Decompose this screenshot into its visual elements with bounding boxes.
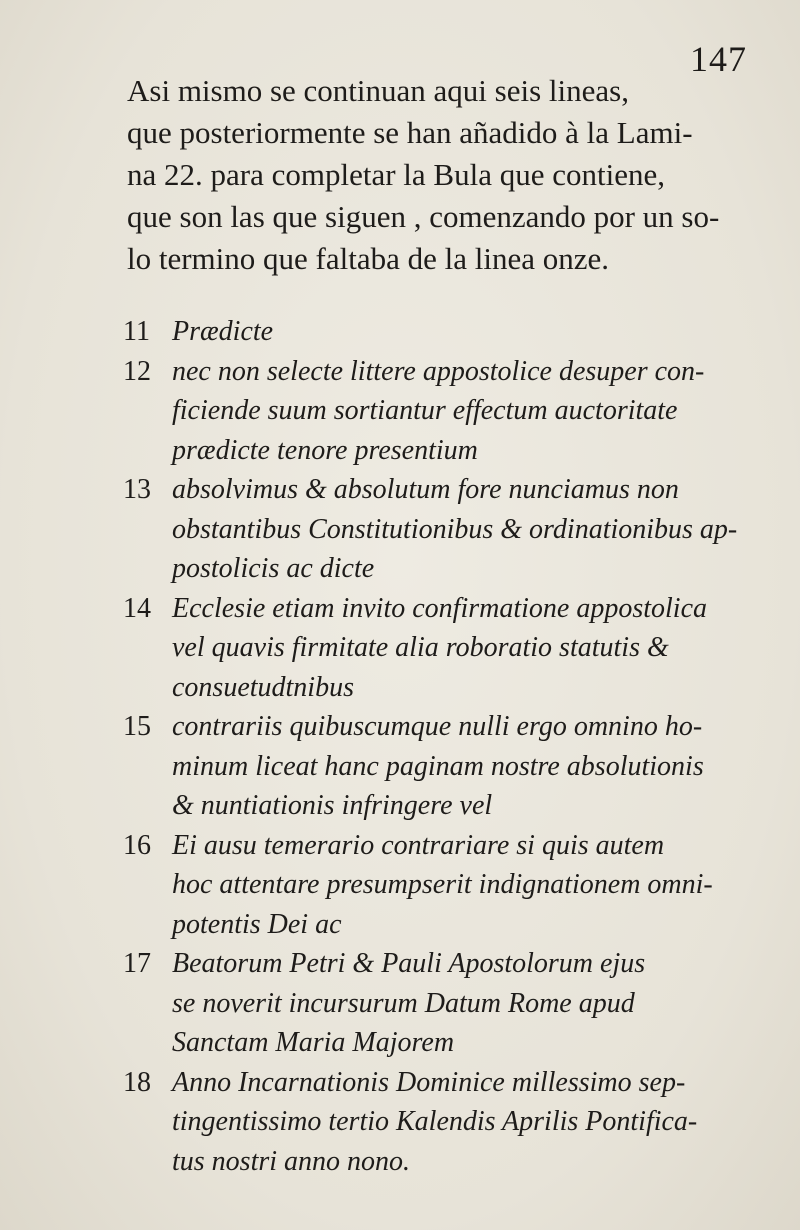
verse-line [123,312,788,352]
verse-14 [123,589,788,708]
verse-line [123,707,788,747]
verse-text: Anno Incarnationis Dominice millessimo sep- [172,1066,686,1098]
intro-line: na 22. para completar la Bula que contiene, [127,157,665,192]
verse-line [123,352,788,392]
verse-text: Beatorum Petri & Pauli Apostolorum ejus [172,948,646,979]
verse-number: 11 [123,316,150,347]
verse-number: 13 [123,474,151,505]
verse-number: 14 [123,592,151,624]
verse-line: hoc attentare presumpserit indignationem omni- [172,869,713,900]
verse-16 [123,826,788,945]
intro-line: lo termino que faltaba de la linea onze. [127,241,610,276]
page-number: 147 [690,39,747,79]
verse-line: & nuntiationis infringere vel [172,790,493,821]
verse-15 [123,707,788,826]
verse-line: obstantibus Constitutionibus & ordinationibus ap- [172,513,738,545]
verse-line: vel quavis firmitate alia roboratio statutis & [172,632,669,663]
verse-line: postolicis ac dicte [172,553,375,584]
verse-number: 15 [123,711,151,742]
verse-line: tus nostri anno nono. [172,1145,411,1177]
verse-line [123,589,788,629]
verse-number: 12 [123,355,151,387]
verse-line [123,1063,788,1103]
verse-line: consuetudtnibus [172,671,354,703]
verse-text: Ecclesie etiam invito confirmatione appostolica [172,592,707,624]
verse-line: ficiende suum sortiantur effectum auctoritate [172,395,678,426]
verse-line [123,470,788,510]
verse-text: Prædicte [172,316,274,347]
intro-paragraph [127,70,787,280]
verse-text: nec non selecte littere appostolice desuper con- [172,355,705,387]
verse-line: minum liceat hanc paginam nostre absolutionis [172,750,704,782]
verse-line: Sanctam Maria Majorem [172,1027,455,1058]
intro-line: que son las que siguen , comenzando por un so- [127,199,720,234]
verse-text: Ei ausu temerario contrariare si quis autem [172,829,665,861]
verse-18 [123,1063,788,1182]
intro-line: Asi mismo se continuan aqui seis lineas, [127,73,629,108]
verse-13 [123,470,788,589]
intro-line: que posteriormente se han añadido à la Lami- [127,115,693,150]
verse-text: absolvimus & absolutum fore nunciamus non [172,474,679,505]
verse-number: 18 [123,1066,151,1098]
verse-number: 16 [123,829,151,861]
verse-11 [123,312,788,352]
verse-12 [123,352,788,471]
verse-line [123,944,788,984]
verse-line: prædicte tenore presentium [172,434,478,466]
verse-line [123,826,788,866]
verse-17 [123,944,788,1063]
latin-transcription [123,312,788,1181]
verse-number: 17 [123,948,151,979]
verse-text: contrariis quibuscumque nulli ergo omnino ho- [172,711,703,742]
verse-line: se noverit incursurum Datum Rome apud [172,987,635,1019]
verse-line: tingentissimo tertio Kalendis Aprilis Pontifica- [172,1106,698,1137]
verse-line: potentis Dei ac [172,908,342,940]
